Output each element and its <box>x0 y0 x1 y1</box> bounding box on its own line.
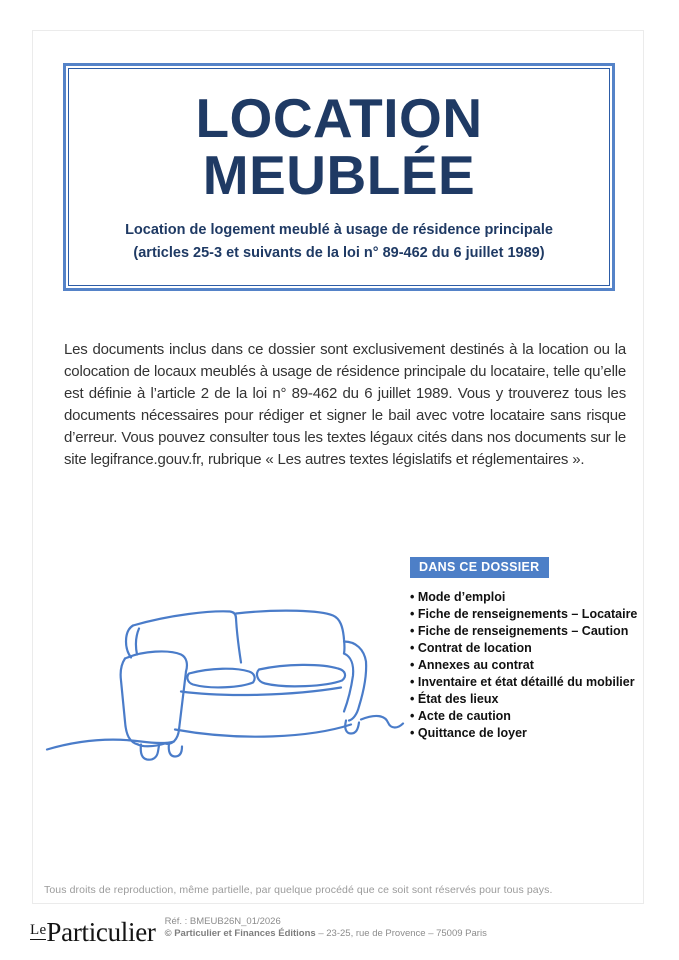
reference-block <box>165 913 487 941</box>
sofa-cushion-right <box>257 665 345 686</box>
dossier-list-item: • Quittance de loyer <box>410 725 642 742</box>
dossier-list-item: • Annexes au contrat <box>410 657 642 674</box>
copyright-publisher: © Particulier et Finances Éditions <box>164 928 316 940</box>
title-line-1: LOCATION <box>195 86 483 149</box>
document-page <box>32 30 644 904</box>
floor-line <box>47 740 174 750</box>
dossier-list-item: • Mode d’emploi <box>410 589 642 606</box>
publisher-logo <box>30 913 156 947</box>
dossier-list <box>410 589 642 742</box>
subtitle-line-1: Location de logement meublé à usage de résidence principale <box>125 222 553 239</box>
sofa-seam <box>236 619 241 663</box>
sofa-left-arm <box>125 651 187 671</box>
dossier-header-badge: DANS CE DOSSIER <box>410 557 549 578</box>
subtitle-line-2: (articles 25-3 et suivants de la loi n° 89-462 du 6 juillet 1989) <box>133 244 545 261</box>
sofa-illustration <box>41 579 406 784</box>
copyright-address: – 23-25, rue de Provence – 75009 Paris <box>315 928 487 940</box>
reference-number: Réf. : BMEUB26N_01/2026 <box>164 916 281 927</box>
dossier-list-item: • Fiche de renseignements – Caution <box>410 623 642 640</box>
logo-particulier: Particulier <box>46 917 156 947</box>
title-box-inner <box>68 68 610 286</box>
dossier-list-item: • Acte de caution <box>410 708 642 725</box>
sofa-foot <box>345 721 359 734</box>
copyright-line <box>165 928 487 940</box>
sofa-back-right <box>236 611 344 654</box>
dossier-section <box>410 557 642 742</box>
dossier-list-item: • Inventaire et état détaillé du mobilier <box>410 674 642 691</box>
rights-notice: Tous droits de reproduction, même partielle, par quelque procédé que ce soit sont réservés pour tous pays. <box>44 884 553 896</box>
dossier-list-item: • État des lieux <box>410 691 642 708</box>
page-title <box>195 86 483 206</box>
sofa-foot <box>169 744 182 757</box>
sofa-cushion-left <box>187 669 254 688</box>
colophon <box>30 913 487 947</box>
sofa-back-left <box>133 611 236 625</box>
page-subtitle <box>125 219 553 264</box>
dossier-list-item: • Fiche de renseignements – Locataire <box>410 606 642 623</box>
floor-line <box>361 716 403 728</box>
dossier-list-item: • Contrat de location <box>410 640 642 657</box>
sofa-right-arm <box>344 642 366 721</box>
intro-paragraph: Les documents inclus dans ce dossier sont exclusivement destinés à la location ou la colocation de locaux meublés à usage de résidence principale du locataire, telle qu’elle est définie à l’article 2 de la loi n° 89-462 du 6 juillet 1989. Vous y trouverez tous les documents nécessaires pour rédiger et signer le bail avec votre locataire sans risque d’erreur. Vous pouvez consulter tous les textes légaux cités dans nos documents sur le site legifrance.gouv.fr, rubrique « Les autres textes législatifs et réglementaires ». <box>64 341 626 468</box>
title-line-2: MEUBLÉE <box>202 143 476 206</box>
logo-le: Le <box>30 922 47 938</box>
title-box <box>63 63 615 291</box>
